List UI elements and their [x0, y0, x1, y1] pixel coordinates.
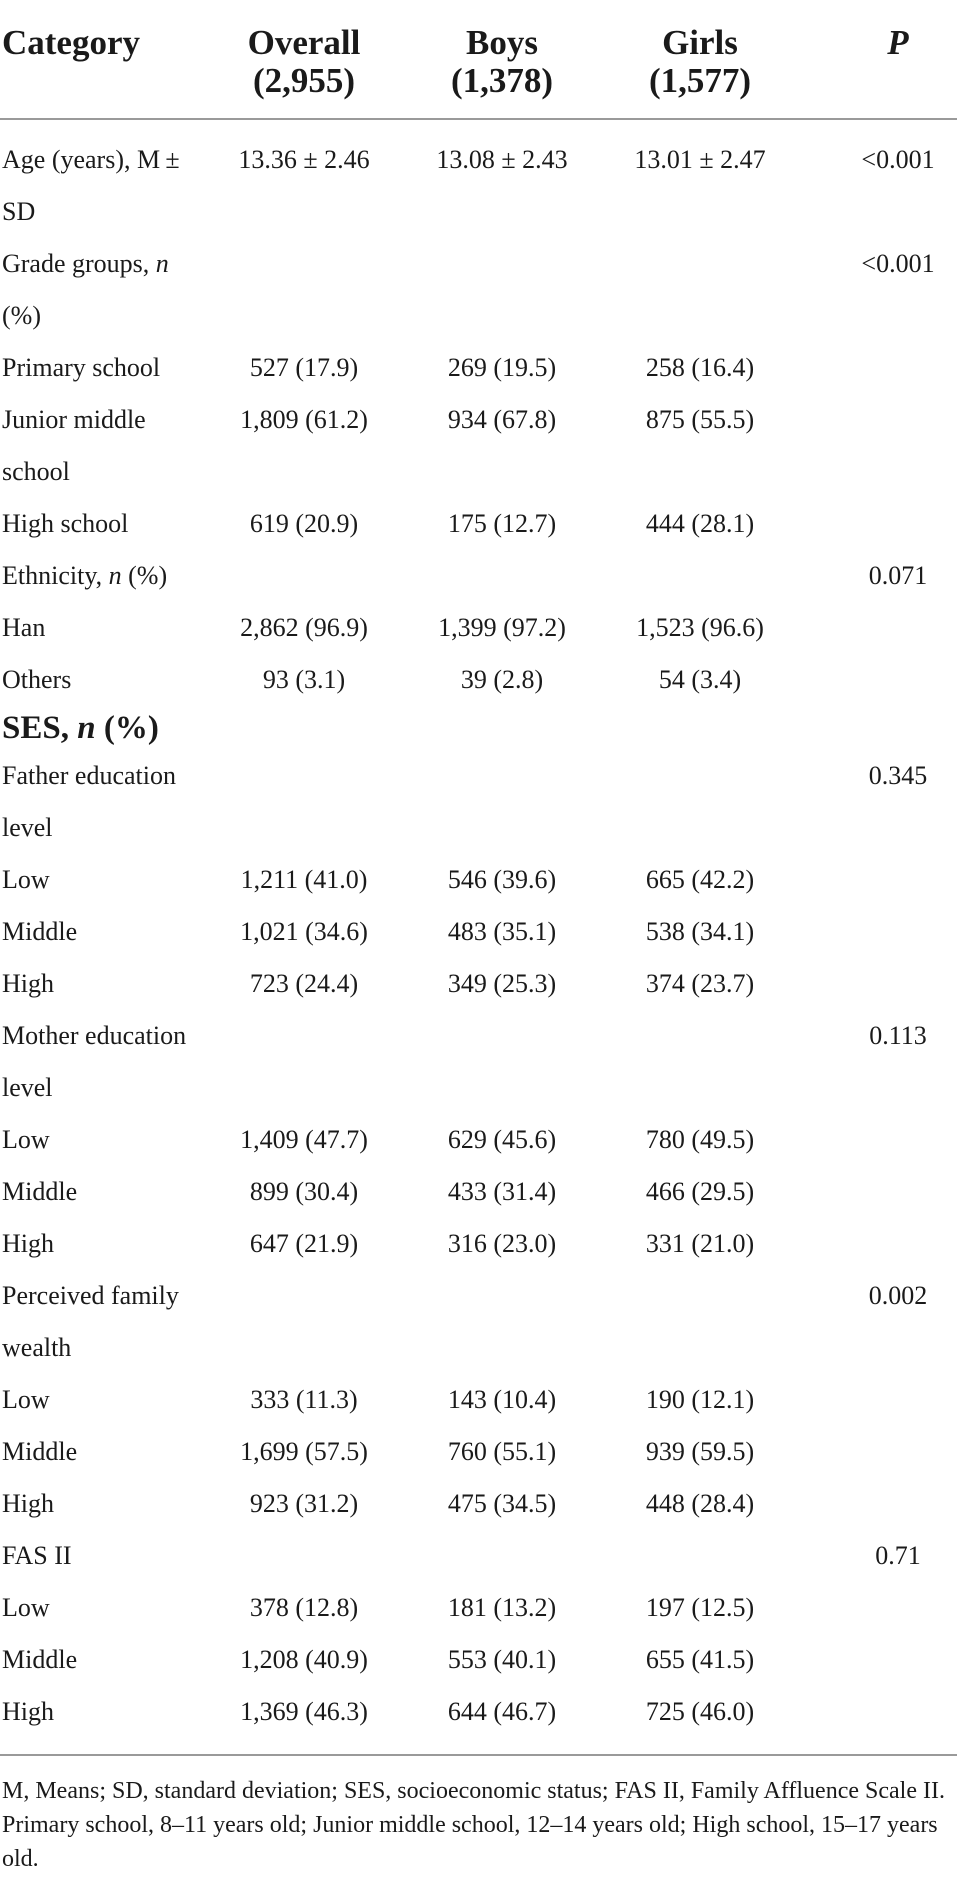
table-row-primary-school [0, 342, 957, 394]
cell-girls: 197 (12.5) [645, 1593, 755, 1622]
cell-boys: 316 (23.0) [447, 1229, 557, 1258]
header-boys-label: Boys [466, 23, 538, 62]
cell-boys: 181 (13.2) [447, 1593, 557, 1622]
row-label: Primary school [2, 353, 161, 382]
cell-boys: 13.08 ± 2.43 [436, 145, 568, 174]
row-label: Low [2, 1385, 50, 1414]
table-row-wealth-middle [0, 1426, 957, 1478]
table-row-father-low [0, 854, 957, 906]
table-row-father-high [0, 958, 957, 1010]
cell-overall: 527 (17.9) [249, 353, 359, 382]
row-label: High school [2, 509, 129, 538]
row-label: Middle [2, 1437, 78, 1466]
table-row-wealth-high [0, 1478, 957, 1530]
cell-boys: 349 (25.3) [447, 969, 557, 998]
cell-girls: 538 (34.1) [645, 917, 755, 946]
cell-overall: 1,809 (61.2) [240, 405, 368, 434]
header-overall [205, 0, 403, 119]
row-label: Middle [2, 1645, 78, 1674]
cell-girls: 939 (59.5) [645, 1437, 755, 1466]
cell-boys: 553 (40.1) [447, 1645, 557, 1674]
cell-overall: 1,409 (47.7) [240, 1125, 368, 1154]
table-row-fas-high [0, 1686, 957, 1738]
row-label: Han [2, 613, 46, 642]
header-row [0, 0, 957, 119]
cell-boys: 269 (19.5) [447, 353, 557, 382]
cell-overall: 93 (3.1) [262, 665, 346, 694]
header-girls-n: (1,577) [648, 61, 752, 100]
row-label: High [2, 1697, 54, 1726]
row-label: Low [2, 1125, 50, 1154]
table-row-mother-middle [0, 1166, 957, 1218]
row-label: Ethnicity, n (%) [2, 561, 168, 590]
row-label: Others [2, 665, 72, 694]
cell-p-value: 0.002 [868, 1281, 928, 1310]
cell-overall: 378 (12.8) [249, 1593, 359, 1622]
table-row-han [0, 602, 957, 654]
cell-boys: 175 (12.7) [447, 509, 557, 538]
cell-boys: 629 (45.6) [447, 1125, 557, 1154]
row-label: Middle [2, 917, 78, 946]
cell-girls: 258 (16.4) [645, 353, 755, 382]
cell-overall: 13.36 ± 2.46 [238, 145, 370, 174]
row-label: Low [2, 865, 50, 894]
cell-boys: 1,399 (97.2) [438, 613, 566, 642]
cell-p-value: 0.71 [875, 1541, 921, 1570]
row-label: High [2, 969, 54, 998]
row-label: Father education level [2, 761, 176, 842]
table-row-father-middle [0, 906, 957, 958]
table-row-fas-low [0, 1582, 957, 1634]
cell-girls: 13.01 ± 2.47 [634, 145, 766, 174]
cell-boys: 644 (46.7) [447, 1697, 557, 1726]
row-label: Junior middle school [2, 405, 146, 486]
row-label: Low [2, 1593, 50, 1622]
table-row-high-school [0, 498, 957, 550]
cell-girls: 54 (3.4) [658, 665, 742, 694]
cell-girls: 725 (46.0) [645, 1697, 755, 1726]
table-row-grade-groups [0, 238, 957, 342]
header-girls [601, 0, 799, 119]
table-row-ethnicity [0, 550, 957, 602]
cell-overall: 1,021 (34.6) [240, 917, 368, 946]
cell-overall: 723 (24.4) [249, 969, 359, 998]
cell-overall: 2,862 (96.9) [240, 613, 368, 642]
header-boys-n: (1,378) [450, 61, 554, 100]
table-row-junior-middle-school [0, 394, 957, 498]
header-overall-n: (2,955) [252, 61, 356, 100]
row-label: High [2, 1229, 54, 1258]
cell-boys: 546 (39.6) [447, 865, 557, 894]
table-row-age [0, 134, 957, 238]
cell-overall: 1,208 (40.9) [240, 1645, 368, 1674]
cell-overall: 1,699 (57.5) [240, 1437, 368, 1466]
row-label: Middle [2, 1177, 78, 1206]
cell-boys: 760 (55.1) [447, 1437, 557, 1466]
row-label: Age (years), M ± SD [2, 145, 185, 226]
cell-boys: 39 (2.8) [460, 665, 544, 694]
table-row-wealth-low [0, 1374, 957, 1426]
cell-boys: 934 (67.8) [447, 405, 557, 434]
table-row-perceived-family-wealth [0, 1270, 957, 1374]
cell-girls: 448 (28.4) [645, 1489, 755, 1518]
cell-p-value: <0.001 [861, 249, 935, 278]
row-label: High [2, 1489, 54, 1518]
cell-overall: 899 (30.4) [249, 1177, 359, 1206]
row-label: FAS II [2, 1541, 72, 1570]
table-footnote: M, Means; SD, standard deviation; SES, socioeconomic status; FAS II, Family Affluence Scale II. Primary school, 8–11 years old; Junior middle school, 12–14 years old; High school, 15–17 years old. [2, 1778, 945, 1872]
table-row-mother-high [0, 1218, 957, 1270]
table-row-mother-education [0, 1010, 957, 1114]
row-label: Mother education level [2, 1021, 187, 1102]
header-overall-label: Overall [247, 23, 361, 62]
table-row-fas-ii [0, 1530, 957, 1582]
row-label: Grade groups, n (%) [2, 249, 169, 330]
table-row-others [0, 654, 957, 706]
cell-overall: 619 (20.9) [249, 509, 359, 538]
cell-girls: 780 (49.5) [645, 1125, 755, 1154]
cell-p-value: 0.113 [869, 1021, 927, 1050]
cell-boys: 433 (31.4) [447, 1177, 557, 1206]
cell-girls: 665 (42.2) [645, 865, 755, 894]
cell-p-value: <0.001 [861, 145, 935, 174]
header-boys [403, 0, 601, 119]
cell-girls: 875 (55.5) [645, 405, 755, 434]
table-row-father-education [0, 750, 957, 854]
cell-boys: 483 (35.1) [447, 917, 557, 946]
cell-girls: 1,523 (96.6) [636, 613, 764, 642]
cell-girls: 655 (41.5) [645, 1645, 755, 1674]
section-heading: SES, n (%) [2, 710, 159, 746]
cell-overall: 923 (31.2) [249, 1489, 359, 1518]
cell-girls: 466 (29.5) [645, 1177, 755, 1206]
table-row-mother-low [0, 1114, 957, 1166]
header-p-value: P [799, 0, 957, 119]
cell-overall: 333 (11.3) [250, 1385, 358, 1414]
table-row-ses-section [0, 706, 957, 750]
cell-girls: 190 (12.1) [645, 1385, 755, 1414]
cell-girls: 331 (21.0) [645, 1229, 755, 1258]
cell-boys: 143 (10.4) [447, 1385, 557, 1414]
cell-overall: 1,211 (41.0) [240, 865, 368, 894]
table-row-fas-middle [0, 1634, 957, 1686]
cell-girls: 374 (23.7) [645, 969, 755, 998]
cell-overall: 647 (21.9) [249, 1229, 359, 1258]
header-category: Category [0, 0, 205, 119]
cell-girls: 444 (28.1) [645, 509, 755, 538]
cell-p-value: 0.345 [868, 761, 928, 790]
cell-boys: 475 (34.5) [447, 1489, 557, 1518]
header-girls-label: Girls [662, 23, 738, 62]
row-label: Perceived family wealth [2, 1281, 179, 1362]
cell-overall: 1,369 (46.3) [240, 1697, 368, 1726]
cell-p-value: 0.071 [868, 561, 928, 590]
